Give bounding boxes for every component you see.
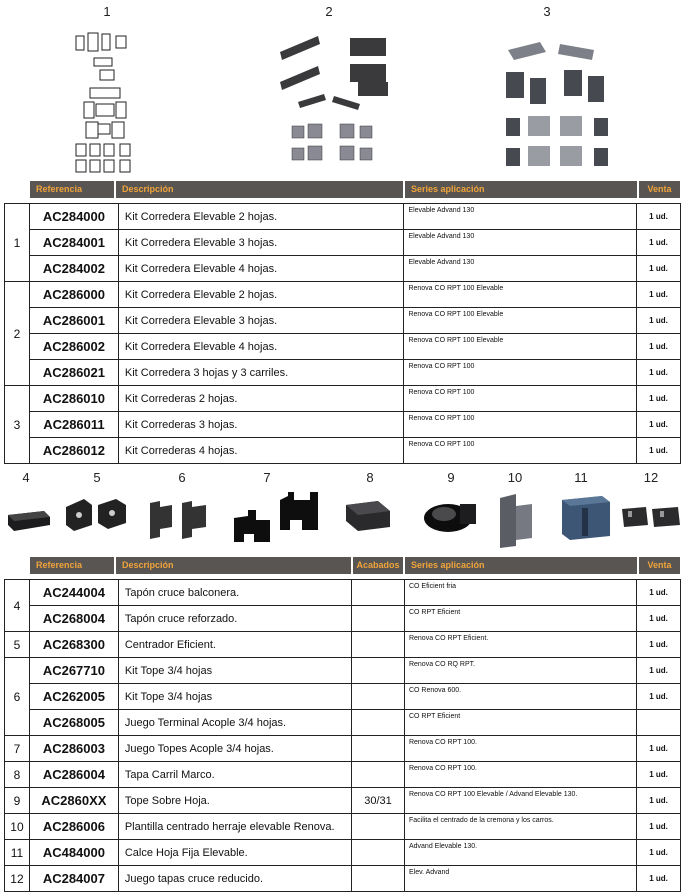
description-cell: Juego Topes Acople 3/4 hojas. [118, 736, 351, 762]
finish-cell [352, 684, 405, 710]
col-header-series: Series aplicación [405, 181, 637, 198]
kit-1-image [70, 28, 140, 176]
sale-unit-cell: 1 ud. [637, 386, 681, 412]
description-cell: Kit Correderas 2 hojas. [118, 386, 404, 412]
reference-cell: AC286006 [29, 814, 118, 840]
sale-unit-cell: 1 ud. [637, 632, 681, 658]
sale-unit-cell: 1 ud. [637, 334, 681, 360]
sale-unit-cell: 1 ud. [637, 412, 681, 438]
reference-cell: AC484000 [29, 840, 118, 866]
series-cell: Renova CO RPT 100 Elevable [404, 334, 637, 360]
finish-cell [352, 658, 405, 684]
finish-cell [352, 632, 405, 658]
reference-cell: AC286001 [29, 308, 118, 334]
series-cell: Renova CO RPT 100 [404, 386, 637, 412]
finish-cell [352, 840, 405, 866]
col-header-referencia: Referencia [30, 181, 114, 198]
description-cell: Kit Correderas 3 hojas. [118, 412, 404, 438]
col-header-referencia: Referencia [30, 557, 114, 574]
figure-number: 5 [93, 470, 101, 485]
reference-cell: AC267710 [29, 658, 118, 684]
reference-cell: AC286021 [29, 360, 118, 386]
table-row [5, 308, 681, 334]
figure-number: 4 [22, 470, 30, 485]
figure-number: 10 [507, 470, 523, 485]
finish-cell [352, 736, 405, 762]
product-table-2 [4, 579, 681, 892]
sale-unit-cell: 1 ud. [637, 814, 681, 840]
kit-3-image [500, 38, 615, 173]
rail-cover-image [342, 495, 394, 535]
table-row [5, 814, 681, 840]
table-row [5, 710, 681, 736]
figure-number: 7 [263, 470, 271, 485]
table-row [5, 412, 681, 438]
description-cell: Kit Corredera Elevable 4 hojas. [118, 256, 404, 282]
finish-cell [352, 814, 405, 840]
finish-cell [352, 580, 405, 606]
group-number: 2 [5, 282, 30, 386]
sale-unit-cell: 1 ud. [637, 308, 681, 334]
col-header-venta: Venta [639, 181, 680, 198]
reference-cell: AC284000 [29, 204, 118, 230]
group-number: 4 [5, 580, 30, 632]
description-cell: Kit Corredera Elevable 3 hojas. [118, 230, 404, 256]
figure-number: 6 [178, 470, 186, 485]
sale-unit-cell: 1 ud. [637, 230, 681, 256]
reference-cell: AC284002 [29, 256, 118, 282]
description-cell: Kit Correderas 4 hojas. [118, 438, 404, 464]
figure-number: 3 [543, 4, 551, 19]
col-header-series: Series aplicación [405, 557, 637, 574]
description-cell: Juego Terminal Acople 3/4 hojas. [118, 710, 351, 736]
series-cell: Elevable Advand 130 [404, 230, 637, 256]
description-cell: Calce Hoja Fija Elevable. [118, 840, 351, 866]
series-cell: Renova CO RPT 100. [404, 762, 636, 788]
description-cell: Kit Corredera Elevable 3 hojas. [118, 308, 404, 334]
description-cell: Tapa Carril Marco. [118, 762, 351, 788]
finish-cell [352, 606, 405, 632]
series-cell: Renova CO RPT 100 Elevable [404, 308, 637, 334]
description-cell: Tapón cruce balconera. [118, 580, 351, 606]
group-number: 7 [5, 736, 30, 762]
group-number: 11 [5, 840, 30, 866]
series-cell: Elev. Advand [404, 866, 636, 892]
series-cell: CO Eficient fria [404, 580, 636, 606]
reference-cell: AC286002 [29, 334, 118, 360]
description-cell: Plantilla centrado herraje elevable Renova. [118, 814, 351, 840]
table-row [5, 632, 681, 658]
reference-cell: AC284001 [29, 230, 118, 256]
table-row [5, 230, 681, 256]
series-cell: CO RPT Eficient [404, 710, 636, 736]
col-header-acabados: Acabados [353, 557, 403, 574]
table-row [5, 762, 681, 788]
figure-number: 12 [643, 470, 659, 485]
description-cell: Kit Corredera Elevable 2 hojas. [118, 282, 404, 308]
table-row [5, 684, 681, 710]
kit-2-image [278, 34, 398, 169]
series-cell: Elevable Advand 130 [404, 256, 637, 282]
table-row [5, 606, 681, 632]
description-cell: Tope Sobre Hoja. [118, 788, 351, 814]
description-cell: Kit Tope 3/4 hojas [118, 684, 351, 710]
series-cell: Renova CO RPT 100 [404, 412, 637, 438]
table-row [5, 736, 681, 762]
group-number: 10 [5, 814, 30, 840]
description-cell: Centrador Eficient. [118, 632, 351, 658]
reference-cell: AC286011 [29, 412, 118, 438]
sale-unit-cell [637, 710, 681, 736]
sale-unit-cell: 1 ud. [637, 684, 681, 710]
description-cell: Kit Corredera Elevable 2 hojas. [118, 204, 404, 230]
cap-image [4, 505, 52, 535]
description-cell: Tapón cruce reforzado. [118, 606, 351, 632]
sale-unit-cell: 1 ud. [637, 282, 681, 308]
sale-unit-cell: 1 ud. [637, 580, 681, 606]
col-header-descripcion: Descripción [116, 181, 403, 198]
reference-cell: AC286004 [29, 762, 118, 788]
sale-unit-cell: 1 ud. [637, 866, 681, 892]
table-row [5, 580, 681, 606]
series-cell: CO Renova 600. [404, 684, 636, 710]
sale-unit-cell: 1 ud. [637, 658, 681, 684]
reference-cell: AC268004 [29, 606, 118, 632]
table-row [5, 658, 681, 684]
figure-number: 9 [447, 470, 455, 485]
sale-unit-cell: 1 ud. [637, 606, 681, 632]
figure-number: 11 [574, 470, 588, 485]
reference-cell: AC286012 [29, 438, 118, 464]
table-row [5, 866, 681, 892]
group-number: 8 [5, 762, 30, 788]
series-cell: Advand Elevable 130. [404, 840, 636, 866]
group-number: 5 [5, 632, 30, 658]
description-cell: Juego tapas cruce reducido. [118, 866, 351, 892]
col-header-venta: Venta [639, 557, 680, 574]
centering-piece-image [62, 495, 130, 533]
finish-cell: 30/31 [352, 788, 405, 814]
sash-stop-image [420, 494, 482, 536]
series-cell: Renova CO RPT 100 Elevable / Advand Elevable 130. [404, 788, 636, 814]
crossing-caps-image [620, 503, 682, 531]
reference-cell: AC286010 [29, 386, 118, 412]
reference-cell: AC286003 [29, 736, 118, 762]
group-number: 3 [5, 386, 30, 464]
finish-cell [352, 762, 405, 788]
description-cell: Kit Corredera 3 hojas y 3 carriles. [118, 360, 404, 386]
finish-cell [352, 710, 405, 736]
table-row [5, 204, 681, 230]
series-cell: Renova CO RPT 100 Elevable [404, 282, 637, 308]
group-number: 6 [5, 658, 30, 736]
series-cell: Facilita el centrado de la cremona y los carros. [404, 814, 636, 840]
group-number: 12 [5, 866, 30, 892]
reference-cell: AC262005 [29, 684, 118, 710]
series-cell: CO RPT Eficient [404, 606, 636, 632]
series-cell: Elevable Advand 130 [404, 204, 637, 230]
series-cell: Renova CO RPT 100. [404, 736, 636, 762]
table-row [5, 840, 681, 866]
table-row [5, 334, 681, 360]
figure-number: 8 [366, 470, 374, 485]
reference-cell: AC268005 [29, 710, 118, 736]
series-cell: Renova CO RPT 100 [404, 360, 637, 386]
col-header-descripcion: Descripción [116, 557, 351, 574]
sale-unit-cell: 1 ud. [637, 256, 681, 282]
reference-cell: AC268300 [29, 632, 118, 658]
group-number: 9 [5, 788, 30, 814]
group-number: 1 [5, 204, 30, 282]
table-row [5, 386, 681, 412]
reference-cell: AC284007 [29, 866, 118, 892]
series-cell: Renova CO RPT Eficient. [404, 632, 636, 658]
table-row [5, 282, 681, 308]
reference-cell: AC286000 [29, 282, 118, 308]
sale-unit-cell: 1 ud. [637, 762, 681, 788]
terminal-coupler-image [230, 490, 326, 548]
product-table-1 [4, 203, 681, 464]
figure-number: 1 [103, 4, 111, 19]
sale-unit-cell: 1 ud. [637, 360, 681, 386]
table-row [5, 256, 681, 282]
reference-cell: AC2860XX [29, 788, 118, 814]
series-cell: Renova CO RQ RPT. [404, 658, 636, 684]
figure-number: 2 [325, 4, 333, 19]
sale-unit-cell: 1 ud. [637, 736, 681, 762]
description-cell: Kit Tope 3/4 hojas [118, 658, 351, 684]
table-row [5, 360, 681, 386]
reference-cell: AC244004 [29, 580, 118, 606]
centering-template-image [496, 492, 536, 550]
table-row [5, 438, 681, 464]
finish-cell [352, 866, 405, 892]
sale-unit-cell: 1 ud. [637, 438, 681, 464]
stop-kit-image [146, 497, 214, 541]
sale-unit-cell: 1 ud. [637, 204, 681, 230]
table-row [5, 788, 681, 814]
description-cell: Kit Corredera Elevable 4 hojas. [118, 334, 404, 360]
sale-unit-cell: 1 ud. [637, 840, 681, 866]
fixed-sash-shim-image [556, 494, 616, 544]
sale-unit-cell: 1 ud. [637, 788, 681, 814]
series-cell: Renova CO RPT 100 [404, 438, 637, 464]
